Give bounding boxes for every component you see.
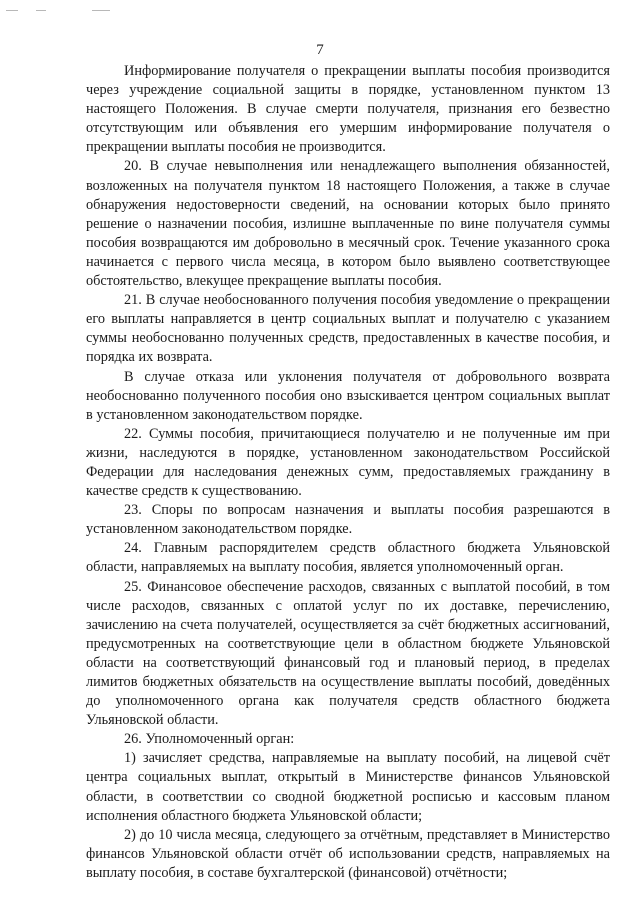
scan-artifact bbox=[36, 10, 46, 11]
scan-artifact bbox=[6, 10, 18, 11]
paragraph-22: 22. Суммы пособия, причитающиеся получателю и не полученные им при жизни, наследуются в порядке, установленном законодательством Российской Федерации для наследования денежных сумм, предоставляемых гражданину в качестве средств к существованию. bbox=[86, 425, 610, 500]
paragraph-21: 21. В случае необоснованного получения пособия уведомление о прекращении его выплаты направляется в центр социальных выплат и получателю с указанием суммы необоснованно полученных средств, предоставленных в качестве пособия, и порядка их возврата. bbox=[86, 292, 610, 366]
page-number: 7 bbox=[316, 42, 324, 58]
paragraph-23: 23. Споры по вопросам назначения и выплаты пособия разрешаются в установленном законодательством порядке. bbox=[86, 502, 610, 538]
scan-artifact bbox=[92, 10, 110, 11]
paragraph-21-refusal: В случае отказа или уклонения получателя от добровольного возврата необоснованно полученного пособия оно взыскивается центром социальных выплат в установленном законодательством порядке. bbox=[86, 368, 610, 423]
paragraph-20: 20. В случае невыполнения или ненадлежащего выполнения обязанностей, возложенных на получателя пунктом 18 настоящего Положения, а также в случае обнаружения недостоверности сведений, на основании которых было принято решение о назначении пособия, излишне выплаченные по вине получателя суммы пособия возвращаются им добровольно в месячный срок. Течение указанного срока начинается с первого числа месяца, в котором было выявлено соответствующее обстоятельство, влекущее прекращение выплаты пособия. bbox=[86, 158, 610, 290]
paragraph-24: 24. Главным распорядителем средств областного бюджета Ульяновской области, направляемых на выплату пособия, является уполномоченный орган. bbox=[86, 540, 610, 576]
paragraph-informing: Информирование получателя о прекращении выплаты пособия производится через учреждение социальной защиты в порядке, установленном пунктом 13 настоящего Положения. В случае смерти получателя, признания его безвестно отсутствующим или объявления его умершим информирование получателя о прекращении выплаты пособия не производится. bbox=[86, 63, 610, 156]
paragraph-25: 25. Финансовое обеспечение расходов, связанных с выплатой пособий, в том числе расходов, связанных с оплатой услуг по их доставке, перечислению, зачислению на счета получателей, осуществляется за счёт бюджетных ассигнований, предусмотренных на соответствующие цели в областном бюджете Ульяновской области на соответствующий финансовый год и плановый период, в пределах лимитов бюджетных обязательств на осуществление выплаты пособий, доведённых до уполномоченного органа как получателя средств областного бюджета Ульяновской области. bbox=[86, 578, 610, 729]
paragraph-26: 26. Уполномоченный орган: bbox=[124, 731, 295, 748]
paragraph-26-item-2: 2) до 10 числа месяца, следующего за отчётным, представляет в Министерство финансов Ульяновской области отчёт об использовании средств, направляемых на выплату пособия, в составе бухгалтерской (финансовой) отчётности; bbox=[86, 826, 610, 881]
document-body bbox=[86, 62, 610, 883]
paragraph-26-item-1: 1) зачисляет средства, направляемые на выплату пособий, на лицевой счёт центра социальных выплат, открытый в Министерстве финансов Ульяновской области, в соответствии со сводной бюджетной росписью и кассовым планом исполнения областного бюджета Ульяновской области; bbox=[86, 750, 610, 824]
